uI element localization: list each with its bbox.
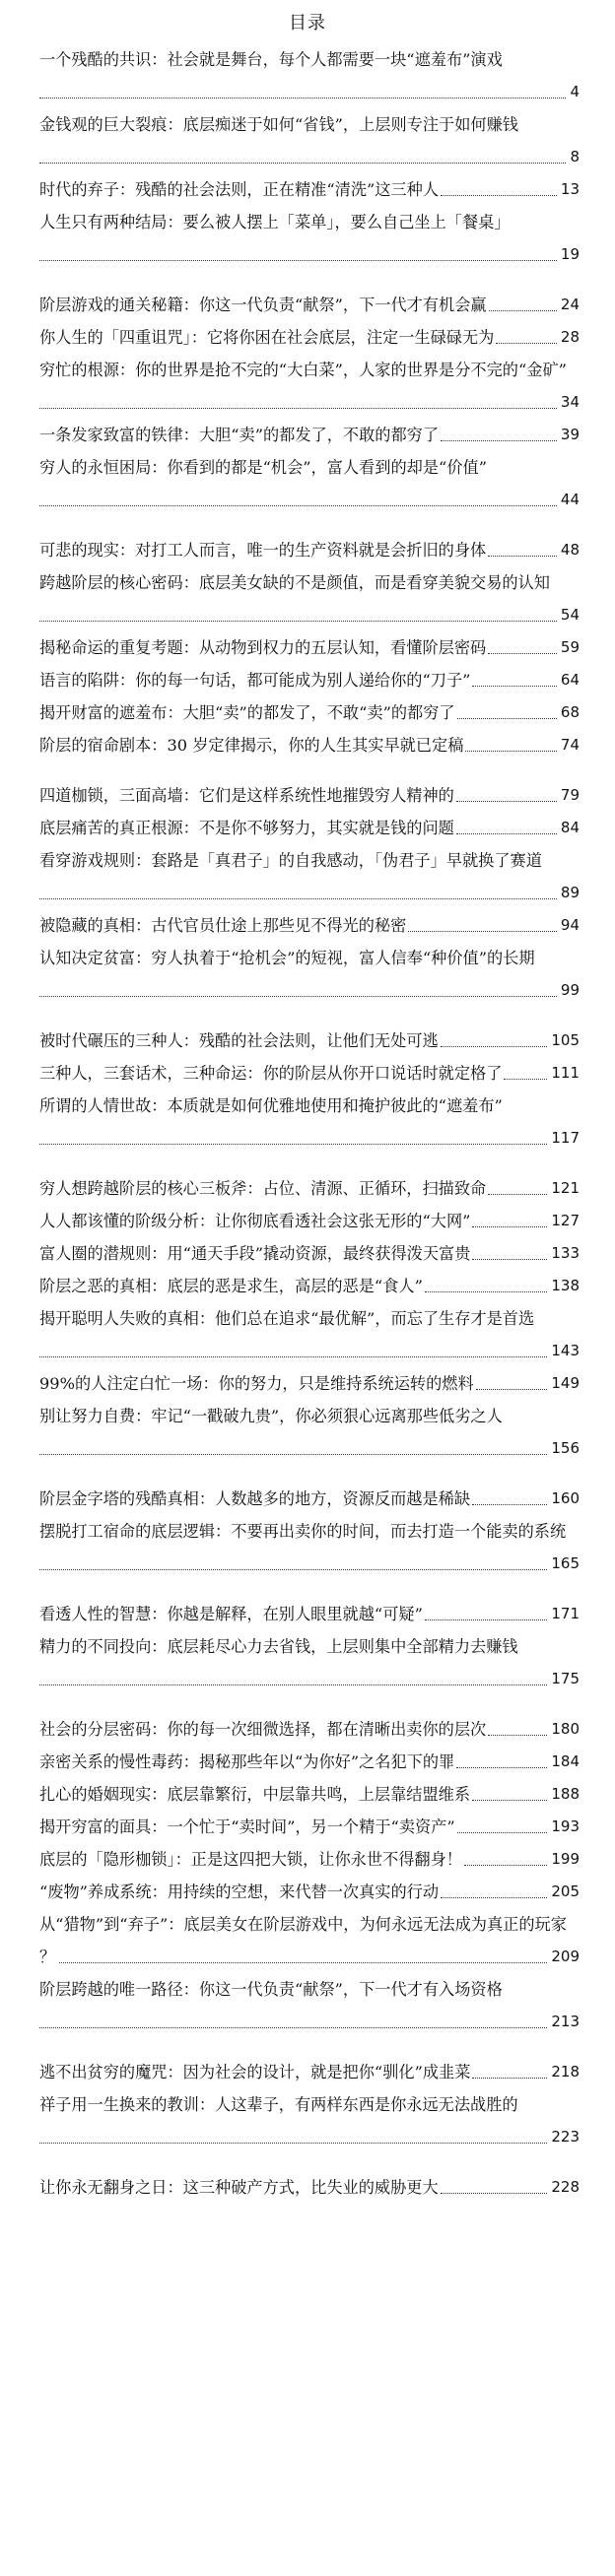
toc-dot-leader	[488, 1194, 547, 1195]
toc-entry-page-number: 68	[559, 696, 580, 729]
toc-entry-title-line-1: 别让努力自费：牢记“一戳破九贵”，你必须狠心远离那些低劣之人	[39, 1407, 503, 1425]
toc-entry[interactable]	[39, 2088, 580, 2153]
toc-dot-leader	[39, 260, 557, 261]
toc-entry-title: 99%的人注定白忙一场：你的努力，只是维持系统运转的燃料	[39, 1374, 474, 1393]
toc-entry-title: 看透人性的智慧：你越是解释，在别人眼里就越“可疑”	[39, 1605, 423, 1623]
toc-entry[interactable]	[39, 1302, 580, 1367]
toc-entry-page-number: 24	[559, 289, 580, 321]
toc-entry-title: 你人生的「四重诅咒」：它将你困在社会底层，注定一生碌碌无为	[39, 328, 495, 347]
toc-entry-page-number: 188	[549, 1778, 580, 1811]
toc-dot-leader	[39, 1144, 547, 1145]
toc-entry[interactable]	[39, 1483, 580, 1515]
toc-entry-title: 被时代碾压的三种人：残酷的社会法则，让他们无处可逃	[39, 1031, 439, 1050]
toc-group-gap	[39, 1007, 580, 1024]
toc-entry-title-line-1: 祥子用一生换来的教训：人这辈子，有两样东西是你永远无法战胜的	[39, 2095, 518, 2114]
toc-entry[interactable]	[39, 844, 580, 909]
toc-entry[interactable]	[39, 1973, 580, 2038]
toc-dot-leader	[39, 1356, 547, 1357]
toc-group-gap	[39, 2038, 580, 2056]
toc-entry-page-number: 105	[549, 1024, 580, 1057]
toc-entry[interactable]	[39, 1843, 580, 1876]
toc-dot-leader	[456, 1767, 547, 1768]
toc-entry-title: 揭开穷富的面具：一个忙于“卖时间”，另一个精于“卖资产”	[39, 1817, 455, 1836]
toc-entry-title: 扎心的婚姻现实：底层靠繁衍，中层靠共鸣，上层靠结盟维系	[39, 1785, 471, 1804]
toc-entry-page-number: 160	[549, 1483, 580, 1515]
toc-entry[interactable]	[39, 206, 580, 271]
toc-entry-title: “废物”养成系统：用持续的空想，来代替一次真实的行动	[39, 1882, 440, 1901]
toc-entry-page-number: 74	[559, 729, 580, 761]
toc-dot-leader	[441, 440, 557, 441]
toc-dot-leader	[408, 931, 557, 932]
toc-dot-leader	[39, 1569, 547, 1570]
toc-dot-leader	[472, 1800, 547, 1801]
toc-entry[interactable]	[39, 1908, 580, 1973]
toc-entry[interactable]	[39, 1090, 580, 1155]
toc-entry-title-line-1: 跨越阶层的核心密码：底层美女缺的不是颜值，而是看穿美貌交易的认知	[39, 573, 550, 592]
toc-entry-title-line-1: 摆脱打工宿命的底层逻辑：不要再出卖你的时间，而去打造一个能卖的系统	[39, 1522, 567, 1541]
toc-group-gap	[39, 1155, 580, 1172]
toc-entry-title: 被隐藏的真相：古代官员仕途上那些见不得光的秘密	[39, 916, 407, 935]
toc-entry[interactable]	[39, 631, 580, 664]
toc-entry[interactable]	[39, 1367, 580, 1400]
toc-entry[interactable]	[39, 354, 580, 419]
toc-dot-leader	[39, 408, 557, 409]
toc-dot-leader	[456, 801, 557, 802]
toc-entry[interactable]	[39, 534, 580, 566]
toc-dot-leader	[472, 1259, 547, 1260]
toc-entry[interactable]	[39, 1400, 580, 1465]
toc-entry-page-number: 4	[568, 76, 580, 108]
toc-dot-leader	[425, 1619, 547, 1620]
toc-entry-title: 社会的分层密码：你的每一次细微选择，都在清晰出卖你的层次	[39, 1720, 487, 1739]
toc-group-gap	[39, 271, 580, 289]
toc-group-gap	[39, 2153, 580, 2171]
toc-entry[interactable]	[39, 1024, 580, 1057]
toc-entry-title: 可悲的现实：对打工人而言，唯一的生产资料就是会折旧的身体	[39, 541, 487, 560]
toc-entry[interactable]	[39, 2171, 580, 2204]
toc-entry[interactable]	[39, 173, 580, 206]
toc-entry[interactable]	[39, 321, 580, 354]
toc-dot-leader	[456, 833, 557, 834]
toc-entry-page-number: 99	[559, 974, 580, 1007]
toc-entry[interactable]	[39, 1598, 580, 1630]
toc-entry[interactable]	[39, 909, 580, 942]
toc-dot-leader	[39, 163, 566, 164]
toc-entry-page-number: 193	[549, 1811, 580, 1843]
toc-entry-page-number: 39	[559, 419, 580, 451]
toc-entry-page-number: 156	[549, 1432, 580, 1465]
toc-entry-page-number: 59	[559, 631, 580, 664]
toc-group-gap	[39, 1580, 580, 1598]
toc-entry[interactable]	[39, 1778, 580, 1811]
toc-entry-title-line-1: 精力的不同投向：底层耗尽心力去省钱，上层则集中全部精力去赚钱	[39, 1637, 518, 1656]
toc-dot-leader	[476, 1389, 547, 1390]
toc-entry-page-number: 34	[559, 386, 580, 419]
toc-entry-page-number: 228	[549, 2171, 580, 2204]
toc-entry-page-number: 143	[549, 1335, 580, 1367]
toc-entry-page-number: 64	[559, 664, 580, 696]
toc-title: 目录	[289, 13, 326, 33]
toc-dot-leader	[472, 1226, 547, 1227]
toc-group-gap	[39, 1695, 580, 1713]
toc-dot-leader	[504, 1079, 547, 1080]
toc-entry-title: 一条发家致富的铁律：大胆“卖”的都发了，不敢的都穷了	[39, 426, 440, 444]
toc-entry[interactable]	[39, 2056, 580, 2088]
toc-dot-leader	[472, 2078, 547, 2079]
toc-entry-page-number: 199	[549, 1843, 580, 1876]
toc-entry[interactable]	[39, 729, 580, 761]
toc-dot-leader	[39, 621, 557, 622]
toc-entry-title: 穷人想跨越阶层的核心三板斧：占位、清源、正循环，扫描致命	[39, 1179, 487, 1198]
toc-dot-leader	[472, 686, 557, 687]
toc-entry-title-line-1: 从“猎物”到“弃子”：底层美女在阶层游戏中，为何永远无法成为真正的玩家	[39, 1915, 567, 1934]
toc-entry[interactable]	[39, 696, 580, 729]
toc-entry[interactable]	[39, 1713, 580, 1746]
toc-entry-title: 揭秘命运的重复考题：从动物到权力的五层认知，看懂阶层密码	[39, 638, 487, 657]
toc-entry-page-number: 133	[549, 1237, 580, 1270]
toc-entry-page-number: 218	[549, 2056, 580, 2088]
toc-entry-title-line-1: 揭开聪明人失败的真相：他们总在追求“最优解”，而忘了生存才是首选	[39, 1309, 535, 1328]
toc-entry[interactable]	[39, 1270, 580, 1302]
toc-dot-leader	[39, 1684, 547, 1685]
toc-entry[interactable]	[39, 664, 580, 696]
toc-entry[interactable]	[39, 812, 580, 844]
toc-dot-leader	[39, 996, 557, 997]
toc-dot-leader	[441, 1046, 547, 1047]
toc-entry-page-number: 117	[549, 1122, 580, 1155]
toc-entry-page-number: 54	[559, 599, 580, 631]
toc-dot-leader	[472, 1504, 547, 1505]
toc-entry[interactable]	[39, 1746, 580, 1778]
toc-entry-page-number: 79	[559, 779, 580, 812]
toc-entry-page-number: 138	[549, 1270, 580, 1302]
toc-entry-title: 让你永无翻身之日：这三种破产方式，比失业的威胁更大	[39, 2178, 439, 2197]
toc-entry[interactable]	[39, 451, 580, 516]
toc-entry-title: 人人都该懂的阶级分析：让你彻底看透社会这张无形的“大网”	[39, 1212, 471, 1230]
toc-entry-page-number: 13	[559, 173, 580, 206]
toc-entry-title-line-1: 人生只有两种结局：要么被人摆上「菜单」，要么自己坐上「餐桌」	[39, 213, 511, 231]
toc-entry-page-number: 165	[549, 1548, 580, 1580]
toc-entry-title: 阶层之恶的真相：底层的恶是求生，高层的恶是“食人”	[39, 1277, 423, 1295]
toc-dot-leader	[425, 1291, 547, 1292]
toc-entry-page-number: 175	[549, 1663, 580, 1695]
toc-entry-page-number: 111	[549, 1057, 580, 1090]
toc-list	[39, 43, 580, 2204]
toc-dot-leader	[39, 2143, 547, 2144]
toc-entry-title-line-2: ？	[39, 1948, 56, 1966]
toc-entry-page-number: 44	[559, 484, 580, 516]
toc-entry[interactable]	[39, 289, 580, 321]
toc-dot-leader	[39, 898, 557, 899]
toc-entry-page-number: 209	[549, 1941, 580, 1973]
toc-entry-page-number: 8	[568, 141, 580, 173]
toc-entry-title: 时代的弃子：残酷的社会法则，正在精准“清洗”这三种人	[39, 180, 440, 199]
toc-entry-page-number: 223	[549, 2121, 580, 2153]
toc-entry-title-line-1: 穷忙的根源：你的世界是抢不完的“大白菜”，人家的世界是分不完的“金矿”	[39, 361, 567, 379]
toc-entry-title: 底层痛苦的真正根源：不是你不够努力，其实就是钱的问题	[39, 819, 454, 837]
toc-entry-page-number: 184	[549, 1746, 580, 1778]
toc-entry-page-number: 205	[549, 1876, 580, 1908]
toc-entry-title: 底层的「隐形枷锁」：正是这四把大锁，让你永世不得翻身！	[39, 1850, 462, 1869]
toc-entry-page-number: 121	[549, 1172, 580, 1205]
toc-entry-title-line-1: 认知决定贫富：穷人执着于“抢机会”的短视，富人信奉“种价值”的长期	[39, 949, 535, 967]
toc-entry-title: 富人圈的潜规则：用“通天手段”撬动资源，最终获得泼天富贵	[39, 1244, 471, 1263]
toc-entry-title: 揭开财富的遮羞布：大胆“卖”的都发了，不敢“卖”的都穷了	[39, 703, 455, 722]
toc-entry-page-number: 48	[559, 534, 580, 566]
toc-entry[interactable]	[39, 1237, 580, 1270]
toc-entry[interactable]	[39, 1057, 580, 1090]
toc-entry[interactable]	[39, 43, 580, 108]
toc-entry-title: 四道枷锁，三面高墙：它们是这样系统性地摧毁穷人精神的	[39, 786, 454, 805]
toc-entry-page-number: 213	[549, 2006, 580, 2038]
toc-entry-title-line-1: 金钱观的巨大裂痕：底层痴迷于如何“省钱”，上层则专注于如何赚钱	[39, 115, 518, 134]
toc-entry-title-line-1: 看穿游戏规则：套路是「真君子」的自我感动，「伪君子」早就换了赛道	[39, 851, 542, 870]
toc-group-gap	[39, 516, 580, 534]
toc-entry[interactable]	[39, 1172, 580, 1205]
toc-entry-title-line-1: 一个残酷的共识：社会就是舞台，每个人都需要一块“遮羞布”演戏	[39, 50, 503, 69]
toc-entry-title: 逃不出贫穷的魔咒：因为社会的设计，就是把你“驯化”成韭菜	[39, 2063, 471, 2081]
toc-entry-title: 亲密关系的慢性毒药：揭秘那些年以“为你好”之名犯下的罪	[39, 1752, 455, 1771]
toc-entry-page-number: 171	[549, 1598, 580, 1630]
toc-entry-title: 语言的陷阱：你的每一句话，都可能成为别人递给你的“刀子”	[39, 671, 471, 690]
toc-entry-title-line-1: 阶层跨越的唯一路径：你这一代负责“献祭”，下一代才有入场资格	[39, 1980, 503, 1999]
toc-entry[interactable]	[39, 1515, 580, 1580]
toc-dot-leader	[39, 2027, 547, 2028]
toc-entry-page-number: 127	[549, 1205, 580, 1237]
toc-group-gap	[39, 761, 580, 779]
toc-entry-page-number: 149	[549, 1367, 580, 1400]
toc-entry-title: 阶层金字塔的残酷真相：人数越多的地方，资源反而越是稀缺	[39, 1489, 471, 1508]
toc-entry-page-number: 94	[559, 909, 580, 942]
toc-dot-leader	[488, 653, 557, 654]
toc-entry[interactable]	[39, 566, 580, 631]
toc-entry[interactable]	[39, 1811, 580, 1843]
toc-dot-leader	[457, 1832, 547, 1833]
toc-dot-leader	[441, 1897, 547, 1898]
toc-dot-leader	[465, 751, 557, 752]
toc-entry[interactable]	[39, 1205, 580, 1237]
toc-dot-leader	[39, 98, 566, 99]
toc-entry-title-line-1: 穷人的永恒困局：你看到的都是“机会”，富人看到的却是“价值”	[39, 458, 487, 477]
toc-entry-page-number: 89	[559, 877, 580, 909]
toc-dot-leader	[59, 1962, 547, 1963]
toc-entry-page-number: 28	[559, 321, 580, 354]
toc-entry[interactable]	[39, 1630, 580, 1695]
toc-entry-title-line-1: 所谓的人情世故：本质就是如何优雅地使用和掩护彼此的“遮羞布”	[39, 1096, 503, 1115]
toc-entry[interactable]	[39, 108, 580, 173]
toc-dot-leader	[457, 718, 557, 719]
toc-dot-leader	[488, 556, 557, 557]
toc-dot-leader	[441, 195, 557, 196]
toc-entry-page-number: 19	[559, 238, 580, 271]
toc-dot-leader	[39, 1454, 547, 1455]
toc-entry[interactable]	[39, 1876, 580, 1908]
toc-entry-title: 阶层的宿命剧本：30 岁定律揭示，你的人生其实早就已定稿	[39, 736, 464, 755]
toc-dot-leader	[488, 1735, 547, 1736]
toc-dot-leader	[441, 2193, 547, 2194]
toc-entry[interactable]	[39, 779, 580, 812]
toc-dot-leader	[496, 343, 557, 344]
toc-dot-leader	[464, 1865, 547, 1866]
toc-entry[interactable]	[39, 942, 580, 1007]
toc-entry[interactable]	[39, 419, 580, 451]
toc-entry-page-number: 84	[559, 812, 580, 844]
toc-entry-page-number: 180	[549, 1713, 580, 1746]
toc-dot-leader	[489, 310, 557, 311]
toc-entry-title: 三种人，三套话术，三种命运：你的阶层从你开口说话时就定格了	[39, 1064, 503, 1083]
toc-entry-title: 阶层游戏的通关秘籍：你这一代负责“献祭”，下一代才有机会赢	[39, 296, 487, 314]
toc-group-gap	[39, 1465, 580, 1483]
toc-dot-leader	[39, 505, 557, 506]
